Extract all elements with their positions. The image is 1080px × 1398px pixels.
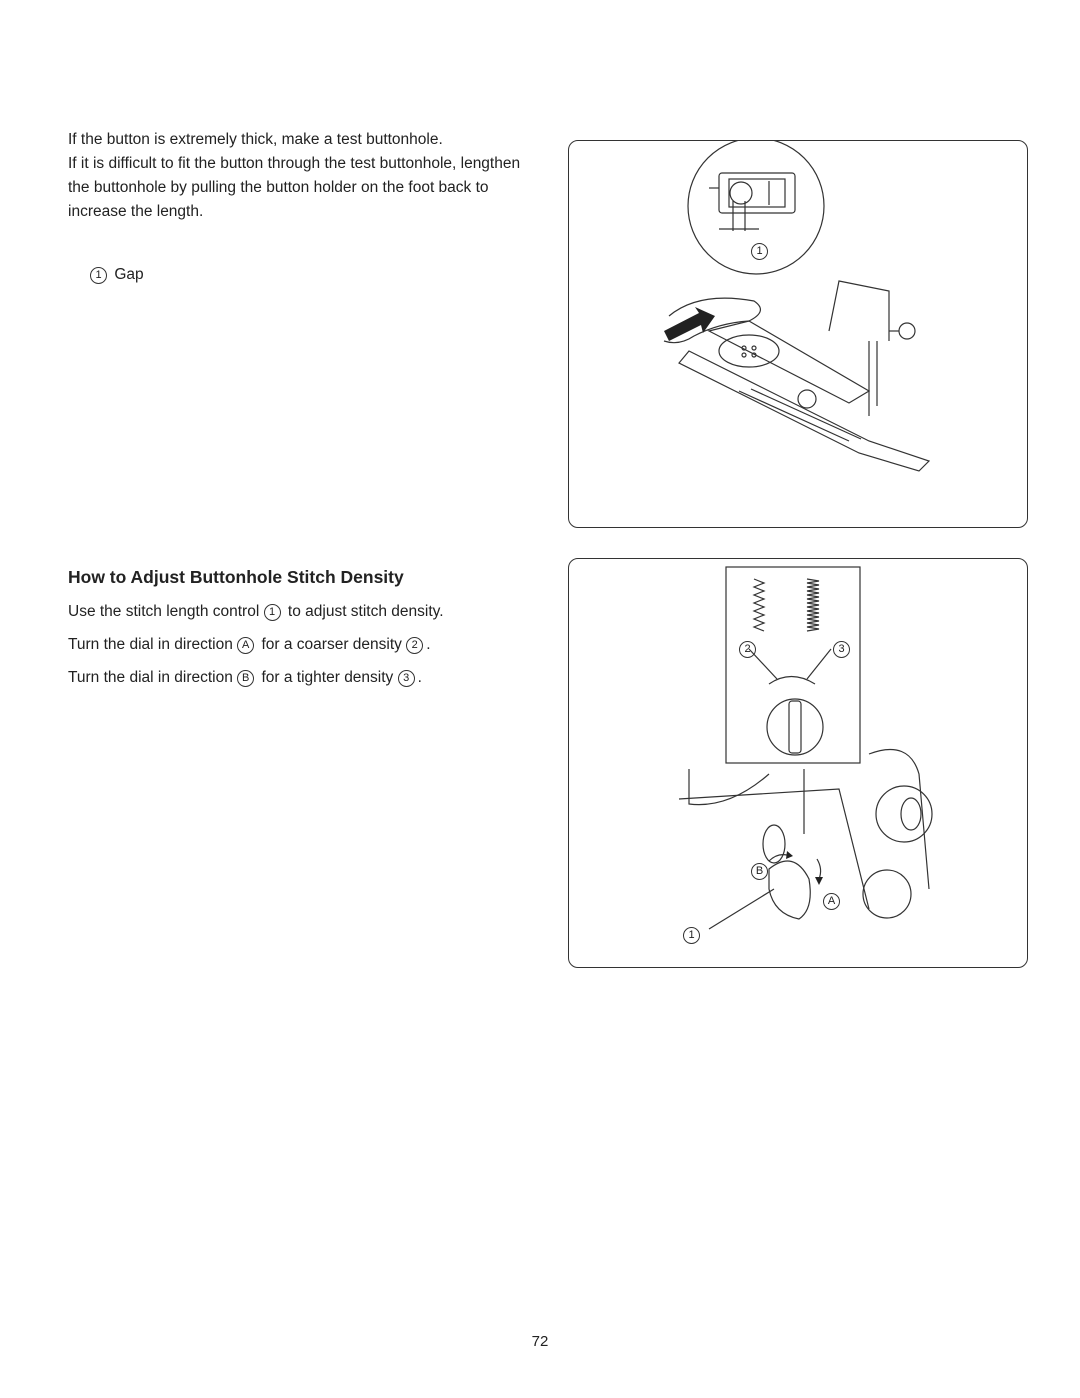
buttonhole-foot-illustration (568, 140, 1028, 528)
callout-b-direction: B (751, 863, 768, 880)
callout-marker: A (237, 637, 254, 654)
callout-a-direction: A (823, 893, 840, 910)
callout-1-gap: 1 (751, 243, 768, 260)
callout-marker: 3 (398, 670, 415, 687)
text: for a tighter density (261, 669, 394, 686)
foot-base (679, 351, 929, 471)
stitch-dial-drawing (569, 559, 1027, 967)
instruction-line-1 (68, 600, 538, 624)
instruction-line-3 (68, 666, 538, 690)
text: Turn the dial in direction (68, 636, 233, 653)
intro-line-1: If the button is extremely thick, make a test buttonhole. (68, 131, 443, 148)
instruction-line-2 (68, 633, 538, 657)
callout-1-control: 1 (683, 927, 700, 944)
intro-paragraph (68, 128, 538, 224)
arrow-a (817, 859, 821, 879)
text: . (417, 669, 422, 686)
callout-3-tight: 3 (833, 641, 850, 658)
tight-stitch-sample (807, 579, 819, 631)
callout-marker: 1 (264, 604, 281, 621)
stitch-length-dial (767, 699, 823, 755)
callout-marker: 1 (90, 267, 107, 284)
pull-arrow (664, 307, 715, 341)
text: Use the stitch length control (68, 603, 260, 620)
arrow-b (769, 855, 787, 861)
gap-label: Gap (114, 266, 144, 283)
lower-knob (863, 870, 911, 918)
handwheel (876, 786, 932, 842)
inset-button (730, 182, 752, 204)
leader-line-1 (709, 889, 774, 929)
hand-on-dial (769, 861, 810, 919)
coarse-stitch-sample (754, 579, 764, 631)
intro-line-2: If it is difficult to fit the button through the test buttonhole, lengthen the buttonhole by pulling the button holder on the foot back to increase the length. (68, 155, 521, 220)
machine-head (829, 281, 889, 341)
callout-2-coarse: 2 (739, 641, 756, 658)
foot-slider (709, 321, 869, 403)
stitch-density-illustration (568, 558, 1028, 968)
density-instructions (68, 600, 538, 699)
buttonhole-foot-drawing (569, 141, 1027, 527)
callout-marker: B (237, 670, 254, 687)
dial-inset-box (726, 567, 860, 763)
adjust-wheel (798, 390, 816, 408)
callout-marker: 2 (406, 637, 423, 654)
text: . (426, 636, 431, 653)
page-number: 72 (531, 1333, 549, 1350)
text: for a coarser density (261, 636, 402, 653)
text: to adjust stitch density. (287, 603, 444, 620)
section-heading: How to Adjust Buttonhole Stitch Density (68, 567, 404, 587)
text: Turn the dial in direction (68, 669, 233, 686)
gap-legend (90, 266, 144, 284)
